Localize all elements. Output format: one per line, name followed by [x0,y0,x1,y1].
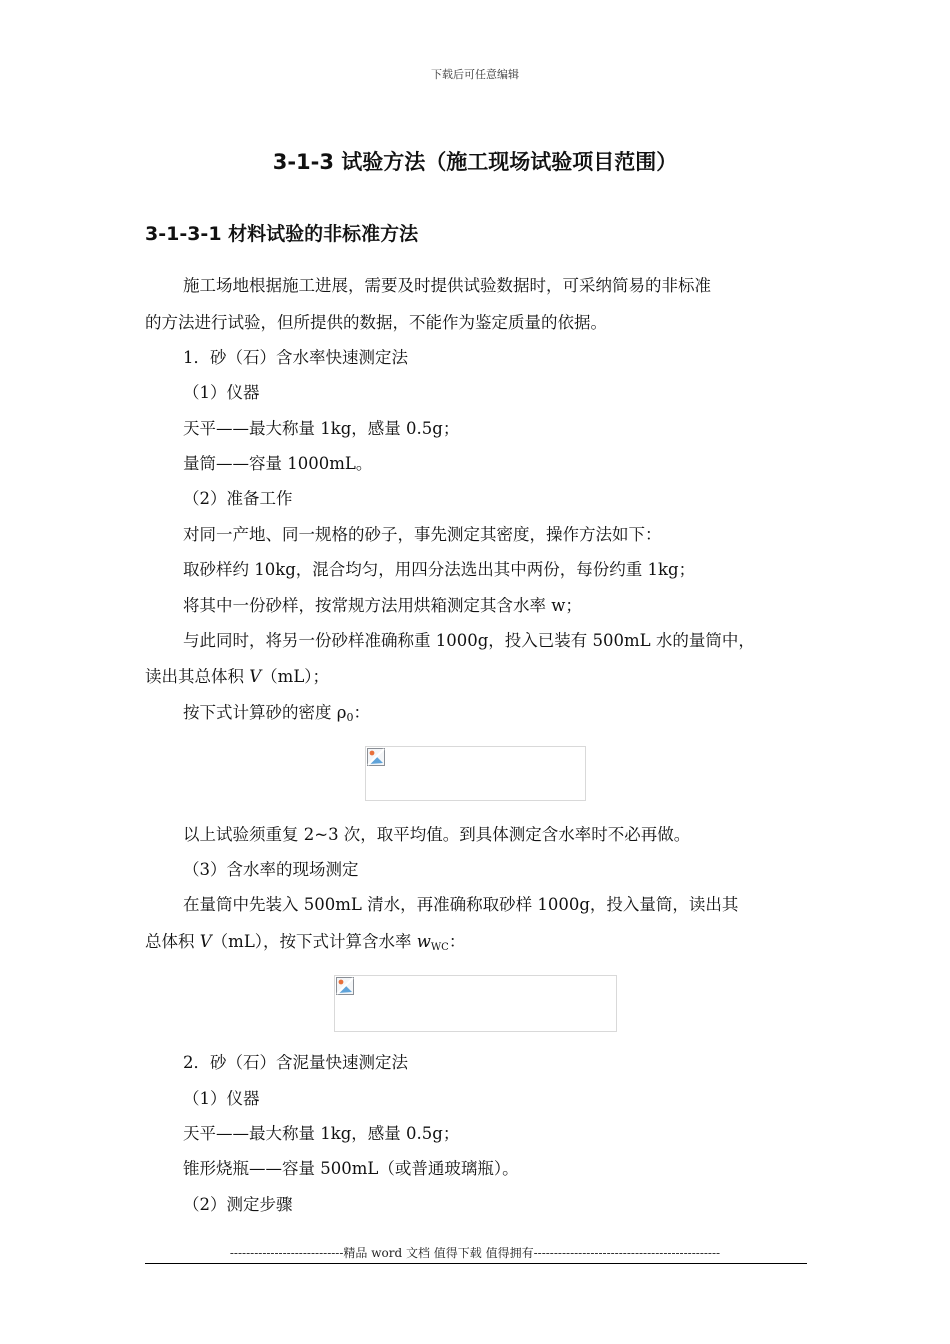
paragraph-line: 读出其总体积 V（mL）； [145,667,330,686]
density-formula-image [365,746,586,801]
paragraph-line: 取砂样约 10kg，混合均匀，用四分法选出其中两份，每份约重 1kg； [183,560,696,579]
paragraph-line: 总体积 V（mL），按下式计算含水率 $w_{WC}$： [145,932,466,953]
paragraph-line: 与此同时，将另一份砂样准确称重 1000g，投入已装有 500mL 水的量筒中， [183,631,755,650]
paragraph-line: 将其中一份砂样，按常规方法用烘箱测定其含水率 w； [183,596,582,615]
page-footer: ----------------------------精品 word 文档 值得下载 值得拥有---------------------------------------------- [229,1246,721,1260]
item-heading: （1）仪器 [183,1089,260,1108]
document-title: 3-1-3 试验方法（施工现场试验项目范围） [272,150,678,174]
paragraph-line: 天平——最大称量 1kg，感量 0.5g； [183,419,460,438]
item-heading: （3）含水率的现场测定 [183,860,359,879]
paragraph-line: 天平——最大称量 1kg，感量 0.5g； [183,1124,460,1143]
item-heading: （2）测定步骤 [183,1195,293,1214]
item-heading: （1）仪器 [183,383,260,402]
paragraph-line: 施工场地根据施工进展，需要及时提供试验数据时，可采纳简易的非标准 [183,276,711,295]
section-title: 3-1-3-1 材料试验的非标准方法 [145,223,419,245]
item-heading: （2）准备工作 [183,489,293,508]
subsection-heading: 2．砂（石）含泥量快速测定法 [183,1053,408,1072]
paragraph-line: 在量筒中先装入 500mL 清水，再准确称取砂样 1000g，投入量筒，读出其 [183,895,739,914]
paragraph-line: 锥形烧瓶——容量 500mL（或普通玻璃瓶）。 [183,1159,519,1178]
moisture-formula-image [334,975,617,1032]
footer-divider [145,1263,807,1264]
broken-image-icon [367,748,385,766]
paragraph-line: 的方法进行试验，但所提供的数据，不能作为鉴定质量的依据。 [145,313,607,332]
paragraph-line: 以上试验须重复 2~3 次，取平均值。到具体测定含水率时不必再做。 [183,825,691,844]
paragraph-line: 按下式计算砂的密度 $\rho_0$： [183,703,370,724]
paragraph-line: 对同一产地、同一规格的砂子，事先测定其密度，操作方法如下： [183,525,662,544]
broken-image-icon [336,977,354,995]
subsection-heading: 1．砂（石）含水率快速测定法 [183,348,408,367]
page-header: 下载后可任意编辑 [431,68,519,81]
paragraph-line: 量筒——容量 1000mL。 [183,454,373,473]
